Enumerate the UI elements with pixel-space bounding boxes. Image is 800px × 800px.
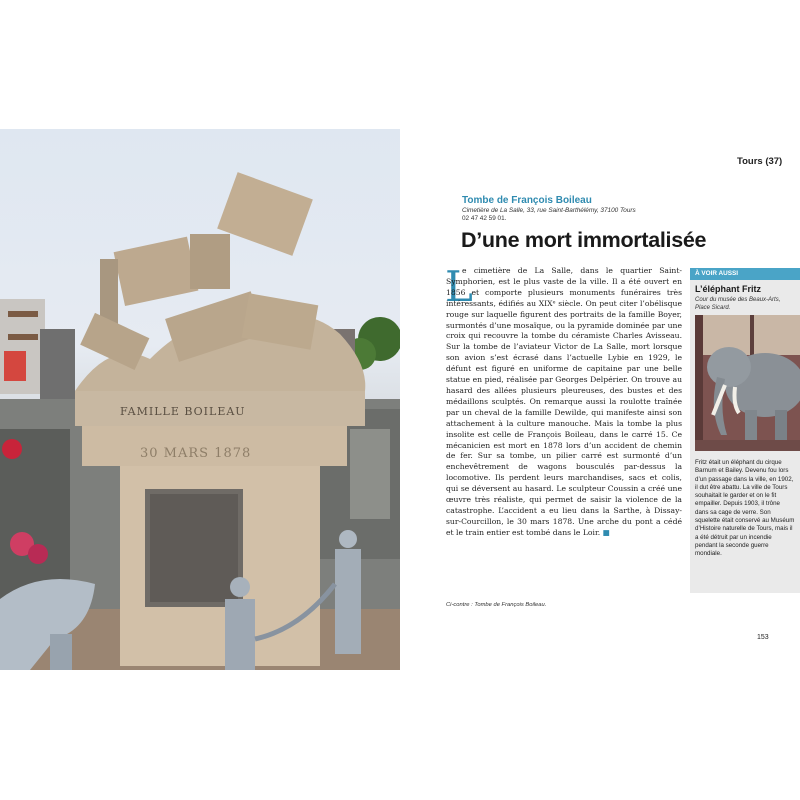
place-address: Cimetière de La Salle, 33, rue Saint-Barthélémy, 37100 Tours — [462, 207, 636, 214]
end-mark: ■ — [602, 527, 610, 537]
photo-caption: Ci-contre : Tombe de François Boileau. — [446, 602, 547, 608]
sidebar-header: À VOIR AUSSI — [690, 268, 800, 280]
page-number: 153 — [757, 634, 769, 641]
monument-inscription: FAMILLE BOILEAU — [120, 405, 246, 418]
date-inscription: 30 MARS 1878 — [140, 446, 252, 461]
place-phone: 02 47 42 59 01. — [462, 215, 507, 222]
sidebar-address: Cour du musée des Beaux-Arts, Place Sicard. — [695, 297, 781, 311]
region-heading: Tours (37) — [737, 156, 783, 167]
see-also-sidebar — [690, 268, 800, 593]
elephant-photo — [695, 315, 800, 451]
article-headline: D’une mort immortalisée — [461, 228, 707, 252]
article-body-text: e cimetière de La Salle, dans le quartier Saint-Symphorien, est le plus vaste de la ville. Il a été ouvert en 1856 et comporte plusieurs monuments funéraires très intéressants, édifiés au XIXᵉ siècle. On peut citer l’obélisque rouge sur laquelle figurent des portraits de la famille Boyer, surmontés d’une mosaïque, ou la pyramide dominée par une croix qui recouvre la tombe du céramiste Charles Avisseau. Sur la tombe de l’aviateur Victor de La Salle, mort lorsque son avion s’est écrasé dans l’actuelle Lybie en 1929, le défunt est figuré en uniforme de capitaine par une belle statue en pied, réalisée par Georges Delpérier. On trouve au hasard des allées plusieurs pleureuses, des bustes et des médaillons sculptés. On remarque aussi la roulotte traînée par un cheval de la famille Dewilde, qui manifeste ainsi son attachement à la culture manouche. Mais la tombe la plus insolite est celle de François Boileau, dans le carré 15. Ce mécanicien est mort en 1878 lors d’un accident de chemin de fer. Sur sa tombe, un pilier carré est surmonté d’un enchevêtrement de wagons bousculés par-dessus la locomotive. Ils perdent leurs marchandises, sacs et colis, qui se déversent au hasard. Le sculpteur Coussin a créé une œuvre très réaliste, qui permet de saisir la violence de la catastrophe. L’accident a eu lieu dans la Sarthe, à Dissay-sur-Courcillon, le 30 mars 1878. Une arche du pont a cédé et le train entier est tombé dans le Loir. — [446, 266, 682, 537]
tomb-photo — [0, 129, 400, 670]
place-title: Tombe de François Boileau — [462, 195, 592, 206]
sidebar-text: Fritz était un éléphant du cirque Barnum et Bailey. Devenu fou lors d’un passage dans la ville, en 1902, il dut être abattu. La ville de Tours souhaitait le garder et on le fit empailler. Depuis 1903, il trône dans sa cage de verre. Son squelette était conservé au Muséum d’Histoire naturelle de Tours, mais il a été détruit par un incendie pendant la seconde guerre mondiale. — [695, 459, 795, 558]
sidebar-title: L’éléphant Fritz — [695, 284, 762, 294]
drop-cap: L — [445, 262, 473, 311]
article-body — [445, 262, 682, 539]
